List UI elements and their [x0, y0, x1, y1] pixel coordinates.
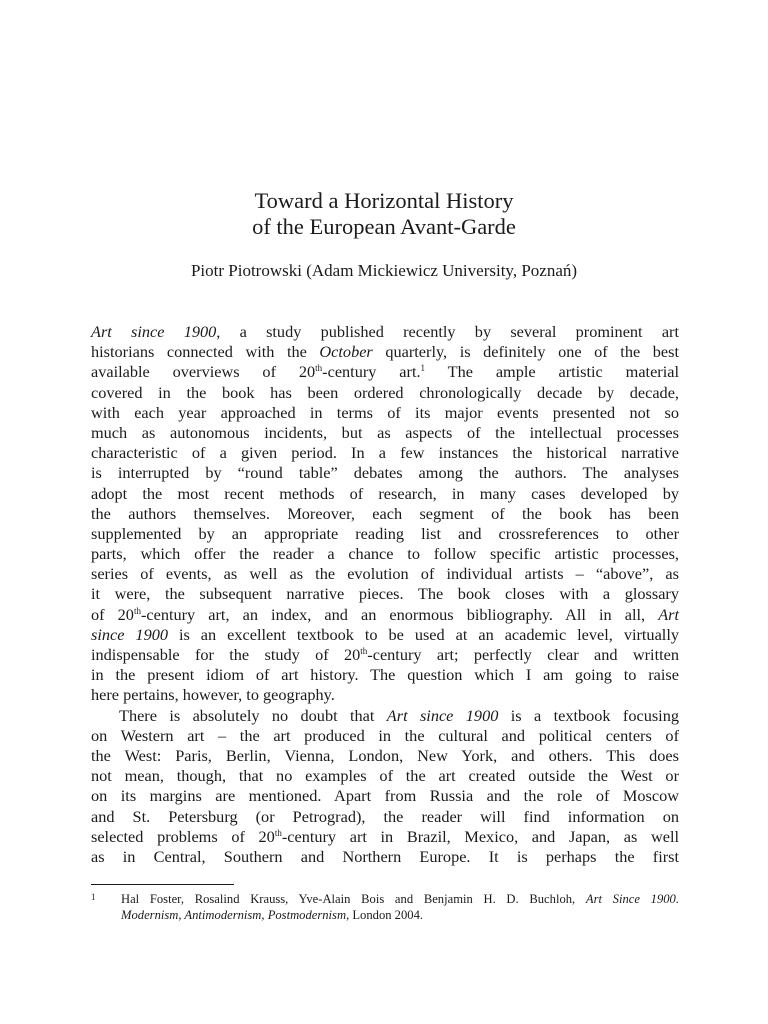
body-line — [91, 362, 679, 382]
text-run: -century art; perfectly clear and written — [367, 645, 679, 664]
text-run: indispensable for the study of 20 — [91, 645, 361, 664]
text-run: of 20 — [91, 604, 134, 624]
text-run: -century art. — [322, 362, 421, 382]
superscript: th — [315, 363, 323, 374]
body-line: adopt the most recent methods of research, in many cases developed by — [91, 483, 679, 503]
text-run: quarterly, is definitely one of the best — [372, 342, 679, 362]
body-line: parts, which offer the reader a chance to follow specific artistic processes, — [91, 544, 679, 564]
body-line — [91, 645, 679, 665]
body-line — [91, 827, 679, 847]
body-line — [91, 322, 679, 342]
italic-book-title: Art since 1900 — [386, 705, 499, 725]
title-line-2: of the European Avant-Garde — [252, 214, 516, 239]
body-line: covered in the book has been ordered chronologically decade by decade, — [91, 382, 679, 402]
text-run: , a study published recently by several prominent art — [216, 322, 679, 341]
italic-book-title: Art — [658, 604, 679, 624]
body-line: supplemented by an appropriate reading list and crossreferences to other — [91, 523, 679, 543]
body-line: in the present idiom of art history. The question which I am going to raise — [91, 665, 679, 685]
footnote-line — [121, 891, 679, 907]
body-line — [91, 605, 679, 625]
footnote-reference: 1 — [420, 363, 426, 374]
footnote-line — [121, 907, 679, 923]
body-line: is interrupted by “round table” debates among the authors. The analyses — [91, 463, 679, 483]
body-line: characteristic of a given period. In a few instances the historical narrative — [91, 443, 679, 463]
text-run: -century art, an index, and an enormous bibliography. All in all, — [140, 604, 659, 624]
body-line: not mean, though, that no examples of the art created outside the West or — [91, 766, 679, 786]
body-line: the authors themselves. Moreover, each segment of the book has been — [91, 503, 679, 523]
document-title — [0, 188, 768, 240]
body-line: the West: Paris, Berlin, Vienna, London, New York, and others. This does — [91, 745, 679, 765]
body-line — [91, 625, 679, 645]
footnote-text — [121, 891, 679, 923]
italic-journal-title: October — [319, 342, 373, 362]
text-run: -century art in Brazil, Mexico, and Japan, as well — [281, 826, 679, 846]
text-run: available overviews of 20 — [91, 362, 316, 382]
body-line: much as autonomous incidents, but as aspects of the intellectual processes — [91, 422, 679, 442]
body-line: and St. Petersburg (or Petrograd), the reader will find information on — [91, 806, 679, 826]
superscript: th — [360, 646, 368, 656]
body-line: here pertains, however, to geography. — [91, 685, 335, 705]
text-run: , London 2004. — [346, 908, 424, 922]
text-run: The ample artistic material — [425, 362, 679, 382]
body-line: with each year approached in terms of its major events presented not so — [91, 402, 679, 422]
body-line: it were, the subsequent narrative pieces. The book closes with a glossary — [91, 584, 679, 604]
footnote-separator — [91, 884, 234, 885]
italic-book-title: Art since 1900 — [91, 322, 217, 341]
italic-book-title: since 1900 — [91, 624, 168, 644]
text-run: historians connected with the — [91, 342, 320, 362]
text-run: is a textbook focusing — [498, 705, 679, 725]
footnote-mark: 1 — [91, 892, 96, 902]
superscript: th — [274, 827, 282, 838]
body-line — [91, 342, 679, 362]
italic-book-title: Art Since 1900. — [585, 892, 679, 906]
body-text — [91, 322, 679, 867]
body-line: on its margins are mentioned. Apart from Russia and the role of Moscow — [91, 786, 679, 806]
body-line: as in Central, Southern and Northern Europe. It is perhaps the first — [91, 846, 679, 866]
author-line: Piotr Piotrowski (Adam Mickiewicz University, Poznań) — [190, 261, 578, 280]
text-run: selected problems of 20 — [91, 826, 275, 846]
text-run: is an excellent textbook to be used at an academic level, virtually — [168, 624, 679, 644]
text-run: Hal Foster, Rosalind Krauss, Yve-Alain Bois and Benjamin H. D. Buchloh, — [121, 892, 586, 906]
body-line — [91, 706, 679, 726]
body-line: on Western art – the art produced in the cultural and political centers of — [91, 725, 679, 745]
title-line-1: Toward a Horizontal History — [254, 188, 514, 213]
text-run: There is absolutely no doubt that — [119, 705, 387, 725]
italic-book-subtitle: Modernism, Antimodernism, Postmodernism — [121, 908, 347, 922]
footnote — [91, 891, 679, 923]
body-line: series of events, as well as the evolution of individual artists – “above”, as — [91, 564, 679, 584]
superscript: th — [133, 605, 141, 616]
